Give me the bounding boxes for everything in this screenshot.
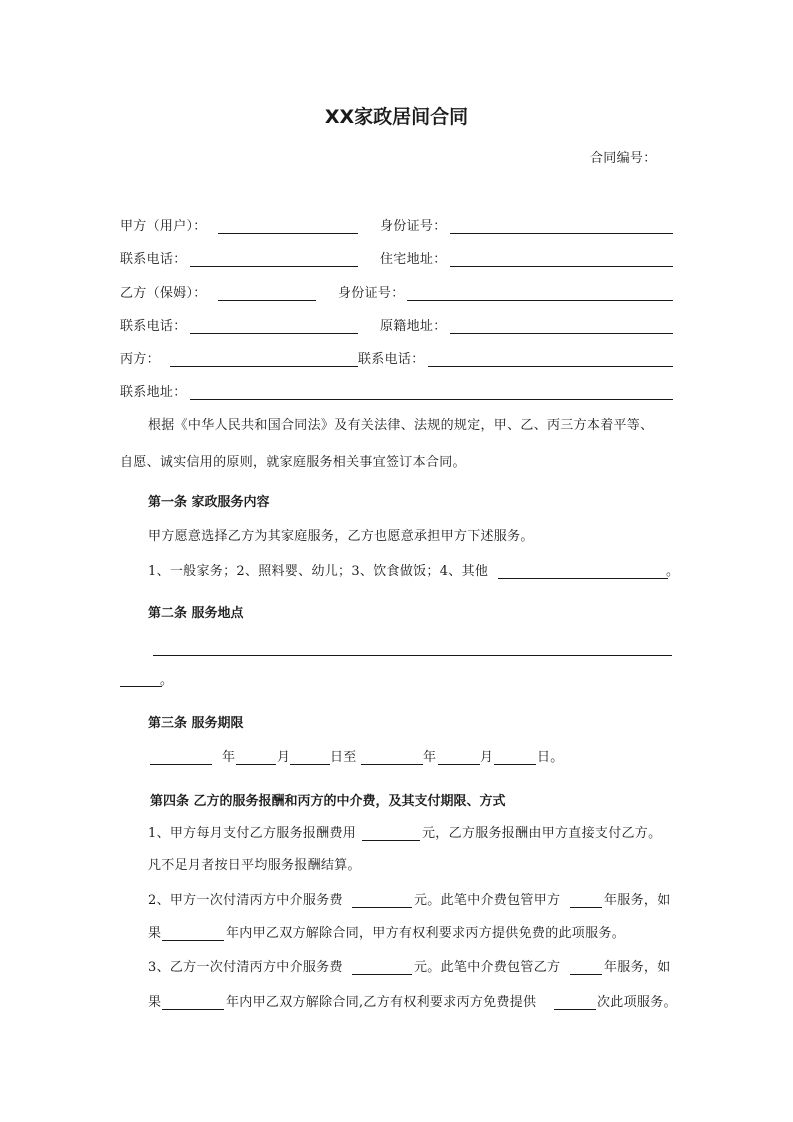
- monthly-fee-blank[interactable]: [362, 840, 420, 841]
- party-b-phone-label: 联系电话：: [120, 319, 187, 334]
- clause-2-text-b: 元。此笔中介费包管甲方: [414, 893, 561, 908]
- article-1-items: 1、一般家务；2、照料婴、幼儿；3、饮食做饭；4、其他: [148, 564, 489, 579]
- end-month-unit: 月: [480, 750, 494, 765]
- origin-address-label: 原籍地址：: [380, 319, 447, 334]
- contact-address-blank[interactable]: [190, 399, 673, 400]
- clause-2-text-a: 2、甲方一次付清丙方中介服务费: [148, 893, 343, 908]
- end-month-blank[interactable]: [438, 764, 480, 765]
- party-c-phone-blank[interactable]: [428, 366, 673, 367]
- party-a-guarantee-years-blank[interactable]: [570, 907, 602, 908]
- origin-address-blank[interactable]: [450, 333, 673, 334]
- intro-line-1: 根据《中华人民共和国合同法》及有关法律、法规的规定，甲、乙、丙三方本着平等、: [148, 418, 654, 433]
- party-c-phone-label: 联系电话：: [358, 352, 425, 367]
- party-b-phone-blank[interactable]: [190, 333, 358, 334]
- party-a-id-label: 身份证号：: [380, 219, 447, 234]
- party-a-id-blank[interactable]: [450, 233, 673, 234]
- free-service-count-blank[interactable]: [554, 1009, 596, 1010]
- start-month-blank[interactable]: [236, 764, 276, 765]
- party-a-cancel-years-blank[interactable]: [162, 940, 224, 941]
- party-c-blank[interactable]: [170, 366, 358, 367]
- home-address-blank[interactable]: [450, 266, 673, 267]
- start-year-unit: 年: [222, 750, 236, 765]
- clause-3-text-c: 年服务，如: [604, 960, 671, 975]
- party-a-phone-blank[interactable]: [190, 266, 358, 267]
- service-location-blank-line-1[interactable]: [153, 655, 672, 656]
- party-a-phone-label: 联系电话：: [120, 252, 187, 267]
- party-a-blank[interactable]: [218, 233, 358, 234]
- start-day-blank[interactable]: [290, 764, 330, 765]
- other-services-blank[interactable]: [498, 578, 668, 579]
- contract-title: XX家政居间合同: [324, 106, 469, 128]
- contact-address-label: 联系地址：: [120, 385, 187, 400]
- party-b-cancel-years-blank[interactable]: [162, 1009, 224, 1010]
- party-b-id-label: 身份证号：: [338, 286, 405, 301]
- article-1-period: 。: [666, 564, 680, 579]
- article-1-heading: 第一条 家政服务内容: [148, 495, 270, 510]
- clause-2-text-d: 果: [148, 926, 162, 941]
- clause-2-text-e: 年内甲乙双方解除合同，甲方有权利要求丙方提供免费的此项服务。: [226, 926, 626, 941]
- start-day-to: 日至: [330, 750, 357, 765]
- party-b-id-blank[interactable]: [407, 300, 673, 301]
- end-day-blank[interactable]: [494, 764, 536, 765]
- clause-1-text-b: 元，乙方服务报酬由甲方直接支付乙方。: [422, 826, 662, 841]
- party-a-label: 甲方（用户）：: [120, 219, 207, 234]
- clause-1-text-a: 1、甲方每月支付乙方服务报酬费用: [148, 826, 357, 841]
- party-b-label: 乙方（保姆）：: [120, 286, 207, 301]
- party-b-blank[interactable]: [218, 300, 316, 301]
- article-2-heading: 第二条 服务地点: [148, 606, 244, 621]
- article-2-period: 。: [160, 673, 174, 688]
- end-year-unit: 年: [423, 750, 437, 765]
- party-c-label: 丙方：: [120, 352, 160, 367]
- clause-1-text-c: 凡不足月者按日平均服务报酬结算。: [148, 858, 361, 873]
- end-day-unit: 日。: [537, 750, 564, 765]
- party-b-agency-fee-blank[interactable]: [352, 974, 412, 975]
- clause-3-text-d: 果: [148, 995, 162, 1010]
- clause-2-text-c: 年服务，如: [604, 893, 671, 908]
- article-4-heading: 第四条 乙方的服务报酬和丙方的中介费，及其支付期限、方式: [150, 794, 506, 809]
- service-location-blank-line-2[interactable]: [120, 686, 162, 687]
- clause-3-text-e: 年内甲乙双方解除合同,乙方有权利要求丙方免费提供: [226, 995, 537, 1010]
- party-b-guarantee-years-blank[interactable]: [570, 974, 602, 975]
- clause-3-text-b: 元。此笔中介费包管乙方: [414, 960, 561, 975]
- start-year-blank[interactable]: [150, 764, 212, 765]
- party-a-agency-fee-blank[interactable]: [352, 907, 412, 908]
- contract-number-label: 合同编号：: [590, 151, 657, 166]
- article-3-heading: 第三条 服务期限: [148, 716, 244, 731]
- start-month-unit: 月: [277, 750, 291, 765]
- article-1-paragraph: 甲方愿意选择乙方为其家庭服务，乙方也愿意承担甲方下述服务。: [148, 529, 534, 544]
- clause-3-text-a: 3、乙方一次付清丙方中介服务费: [148, 960, 343, 975]
- intro-line-2: 自愿、诚实信用的原则，就家庭服务相关事宜签订本合同。: [120, 455, 466, 470]
- clause-3-text-f: 次此项服务。: [597, 995, 677, 1010]
- home-address-label: 住宅地址：: [380, 252, 447, 267]
- end-year-blank[interactable]: [361, 764, 423, 765]
